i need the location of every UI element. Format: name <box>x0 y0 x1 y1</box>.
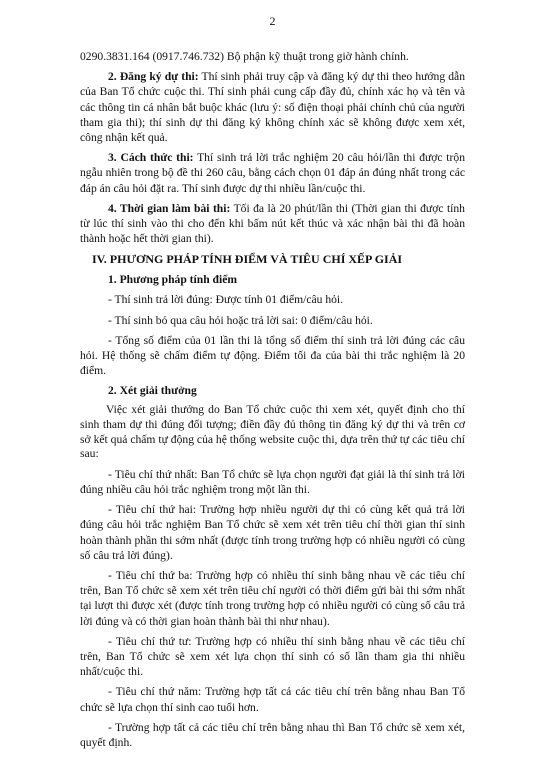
registration-text: Thí sinh phải truy cập và đăng ký dự thi theo hướng dẫn của Ban Tổ chức cuộc thi. Thí sinh phải cung cấp đầy đủ, chính xác họ và tên và các thông tin cá nhân bắt buộc khác (lưu ý: số điện thoại phải chính chủ của người tham gia thi); thí sinh dự thi đăng ký không chính xác sẽ không được xem xét, công nhận kết quả. <box>80 70 465 145</box>
awards-intro: Việc xét giải thưởng do Ban Tổ chức cuộc thi xem xét, quyết định cho thí sinh tham dự thi đúng đối tượng; điền đầy đủ thông tin đăng ký dự thi và trên cơ sở kết quả chấm tự động của hệ thống website cuộc thi, dựa trên thứ tự các tiêu chí sau: <box>80 403 465 461</box>
scoring-wrong: - Thí sinh bỏ qua câu hỏi hoặc trả lời sai: 0 điểm/câu hỏi. <box>108 313 373 327</box>
paragraph-duration <box>80 201 465 247</box>
subheading-awards: 2. Xét giải thưởng <box>108 384 197 398</box>
criterion-5: - Tiêu chí thứ năm: Trường hợp tất cả các tiêu chí trên bằng nhau Ban Tổ chức sẽ lựa chọn thí sinh cao tuổi hơn. <box>80 685 465 714</box>
method-label: 3. Cách thức thi: <box>108 151 194 165</box>
page-number: 2 <box>269 14 276 28</box>
registration-label: 2. Đăng ký dự thi: <box>108 70 199 84</box>
criterion-3: - Tiêu chí thứ ba: Trường hợp có nhiều thí sinh bằng nhau về các tiêu chí trên, Ban Tổ chức sẽ xem xét trên tiêu chí người có thời điểm gửi bài thi sớm nhất tại lượt thi được xét (được tính trong trường hợp có nhiều người có cùng số câu trả lời đúng và có thời gian hoàn thành bài thi như nhau). <box>80 569 465 628</box>
contact-line: 0290.3831.164 (0917.746.732) Bộ phận kỹ thuật trong giờ hành chính. <box>80 50 409 63</box>
subheading-scoring-method: 1. Phương pháp tính điểm <box>108 273 238 287</box>
section-heading-scoring: IV. PHƯƠNG PHÁP TÍNH ĐIỂM VÀ TIÊU CHÍ XẾP GIẢI <box>92 252 403 267</box>
duration-text: Tối đa là 20 phút/lần thi (Thời gian thi được tính từ lúc thí sinh vào thi cho đến khi bấm nút kết thúc và xác nhận bài thi đã hoàn thành hoặc hết thời gian thi). <box>80 201 465 246</box>
paragraph-method <box>80 150 465 196</box>
criterion-4: - Tiêu chí thứ tư: Trường hợp có nhiều thí sinh bằng nhau về các tiêu chí trên, Ban Tổ chức sẽ xem xét lựa chọn thí sinh có số lần tham gia thi nhiều nhất/cuộc thi. <box>80 634 465 679</box>
scoring-total: - Tổng số điểm của 01 lần thi là tổng số điểm thí sinh trả lời đúng các câu hỏi. Hệ thống sẽ chấm điểm tự động. Điểm tối đa của bài thi trắc nghiệm là 20 điểm. <box>80 333 465 378</box>
criterion-final: - Trường hợp tất cả các tiêu chí trên bằng nhau thì Ban Tổ chức sẽ xem xét, quyết định. <box>80 720 465 750</box>
scoring-correct: - Thí sinh trả lời đúng: Được tính 01 điểm/câu hỏi. <box>108 293 344 307</box>
paragraph-registration <box>80 69 465 145</box>
duration-label: 4. Thời gian làm bài thi: <box>108 201 231 215</box>
criterion-2: - Tiêu chí thứ hai: Trường hợp nhiều người dự thi có cùng kết quả trả lời đúng câu hỏi trắc nghiệm Ban Tổ chức sẽ xem xét trên tiêu chí thời gian thí sinh hoàn thành phần thi sớm nhất (được tính trong trường hợp có nhiều người có cùng số câu trả lời đúng). <box>80 503 465 562</box>
criterion-1: - Tiêu chí thứ nhất: Ban Tổ chức sẽ lựa chọn người đạt giải là thí sinh trả lời đúng nhiều câu hỏi trắc nghiệm trong một lần thi. <box>80 467 465 497</box>
method-text: Thí sinh trả lời trắc nghiệm 20 câu hỏi/lần thi được trộn ngẫu nhiên trong bộ đề thi 260 câu, bằng cách chọn 01 đáp án đúng nhất trong các đáp án câu hỏi đặt ra. Thí sinh được dự thi nhiều lần/cuộc thi. <box>80 151 465 195</box>
